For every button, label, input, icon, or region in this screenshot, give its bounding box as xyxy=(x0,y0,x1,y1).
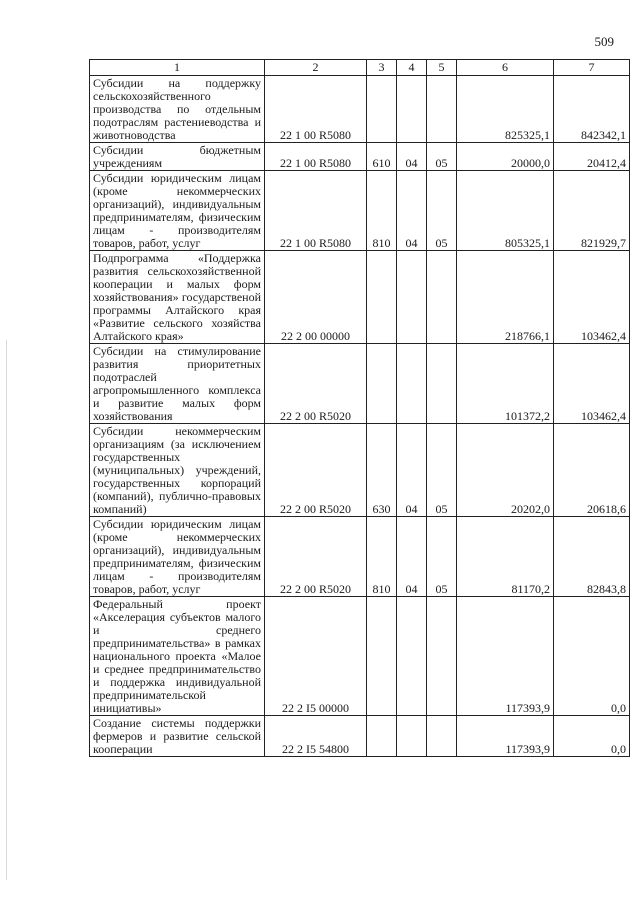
target-code-cell: 22 2 I5 00000 xyxy=(265,597,367,716)
target-code-cell: 22 2 00 R5020 xyxy=(265,424,367,517)
target-code-cell: 22 1 00 R5080 xyxy=(265,76,367,143)
expense-type-cell xyxy=(367,251,397,344)
target-code-cell: 22 2 00 R5020 xyxy=(265,517,367,597)
subsection-code-cell xyxy=(427,716,457,757)
table-body xyxy=(90,60,630,757)
table-row xyxy=(90,143,630,171)
section-code-cell: 04 xyxy=(397,143,427,171)
expense-type-cell: 610 xyxy=(367,143,397,171)
amount-year1-cell: 101372,2 xyxy=(457,344,554,424)
expense-name-cell: Субсидии на стимулирование развития приоритетных подотраслей агропромышленного комплекса и развитие малых форм хозяйствования xyxy=(90,344,265,424)
subsection-code-cell: 05 xyxy=(427,171,457,251)
expense-name-cell: Создание системы поддержки фермеров и развитие сельской кооперации xyxy=(90,716,265,757)
subsection-code-cell xyxy=(427,76,457,143)
section-code-cell: 04 xyxy=(397,171,427,251)
expense-type-cell: 630 xyxy=(367,424,397,517)
section-code-cell xyxy=(397,344,427,424)
column-header: 6 xyxy=(457,60,554,76)
section-code-cell xyxy=(397,716,427,757)
scan-edge-line xyxy=(6,340,7,880)
subsection-code-cell xyxy=(427,251,457,344)
section-code-cell: 04 xyxy=(397,517,427,597)
column-header: 5 xyxy=(427,60,457,76)
expense-name-cell: Подпрограмма «Поддержка развития сельскохозяйственной кооперации и малых форм хозяйствования» государственой программы Алтайского края «Развитие сельского хозяйства Алтайского края» xyxy=(90,251,265,344)
expense-name-cell: Субсидии бюджетным учреждениям xyxy=(90,143,265,171)
amount-year1-cell: 805325,1 xyxy=(457,171,554,251)
expense-type-cell xyxy=(367,597,397,716)
column-header: 3 xyxy=(367,60,397,76)
expense-type-cell xyxy=(367,344,397,424)
section-code-cell: 04 xyxy=(397,424,427,517)
column-header: 7 xyxy=(554,60,630,76)
expense-type-cell: 810 xyxy=(367,517,397,597)
expense-type-cell xyxy=(367,76,397,143)
expense-name-cell: Федеральный проект «Акселерация субъектов малого и среднего предпринимательства» в рамках национального проекта «Малое и среднее предпринимательство и поддержка индивидуальной предпринимательской инициативы» xyxy=(90,597,265,716)
table-row xyxy=(90,424,630,517)
amount-year1-cell: 81170,2 xyxy=(457,517,554,597)
amount-year2-cell: 103462,4 xyxy=(554,251,630,344)
amount-year1-cell: 218766,1 xyxy=(457,251,554,344)
page-number: 509 xyxy=(594,34,614,49)
column-header: 4 xyxy=(397,60,427,76)
subsection-code-cell xyxy=(427,344,457,424)
expense-type-cell xyxy=(367,716,397,757)
amount-year2-cell: 20618,6 xyxy=(554,424,630,517)
table-row xyxy=(90,251,630,344)
table-row xyxy=(90,597,630,716)
amount-year1-cell: 20202,0 xyxy=(457,424,554,517)
table-row xyxy=(90,171,630,251)
expense-type-cell: 810 xyxy=(367,171,397,251)
target-code-cell: 22 2 I5 54800 xyxy=(265,716,367,757)
column-header: 1 xyxy=(90,60,265,76)
amount-year2-cell: 0,0 xyxy=(554,716,630,757)
table-row xyxy=(90,517,630,597)
amount-year1-cell: 117393,9 xyxy=(457,716,554,757)
section-code-cell xyxy=(397,251,427,344)
amount-year2-cell: 842342,1 xyxy=(554,76,630,143)
subsection-code-cell xyxy=(427,597,457,716)
expense-name-cell: Субсидии юридическим лицам (кроме некоммерческих организаций), индивидуальным предпринимателям, физическим лицам - производителям товаров, работ, услуг xyxy=(90,171,265,251)
subsection-code-cell: 05 xyxy=(427,424,457,517)
target-code-cell: 22 2 00 R5020 xyxy=(265,344,367,424)
table-header-row xyxy=(90,60,630,76)
expense-name-cell: Субсидии юридическим лицам (кроме некоммерческих организаций), индивидуальным предпринимателям, физическим лицам - производителям товаров, работ, услуг xyxy=(90,517,265,597)
budget-table xyxy=(89,59,630,757)
amount-year1-cell: 117393,9 xyxy=(457,597,554,716)
section-code-cell xyxy=(397,76,427,143)
amount-year2-cell: 821929,7 xyxy=(554,171,630,251)
amount-year2-cell: 82843,8 xyxy=(554,517,630,597)
target-code-cell: 22 1 00 R5080 xyxy=(265,171,367,251)
table-row xyxy=(90,716,630,757)
amount-year1-cell: 20000,0 xyxy=(457,143,554,171)
expense-name-cell: Субсидии некоммерческим организациям (за исключением государственных (муниципальных) учреждений, государственных корпораций (компаний), публично-правовых компаний) xyxy=(90,424,265,517)
subsection-code-cell: 05 xyxy=(427,517,457,597)
target-code-cell: 22 1 00 R5080 xyxy=(265,143,367,171)
amount-year2-cell: 20412,4 xyxy=(554,143,630,171)
amount-year1-cell: 825325,1 xyxy=(457,76,554,143)
amount-year2-cell: 103462,4 xyxy=(554,344,630,424)
target-code-cell: 22 2 00 00000 xyxy=(265,251,367,344)
table-row xyxy=(90,344,630,424)
subsection-code-cell: 05 xyxy=(427,143,457,171)
expense-name-cell: Субсидии на поддержку сельскохозяйственного производства по отдельным подотраслям растениеводства и животноводства xyxy=(90,76,265,143)
column-header: 2 xyxy=(265,60,367,76)
section-code-cell xyxy=(397,597,427,716)
table-row xyxy=(90,76,630,143)
amount-year2-cell: 0,0 xyxy=(554,597,630,716)
